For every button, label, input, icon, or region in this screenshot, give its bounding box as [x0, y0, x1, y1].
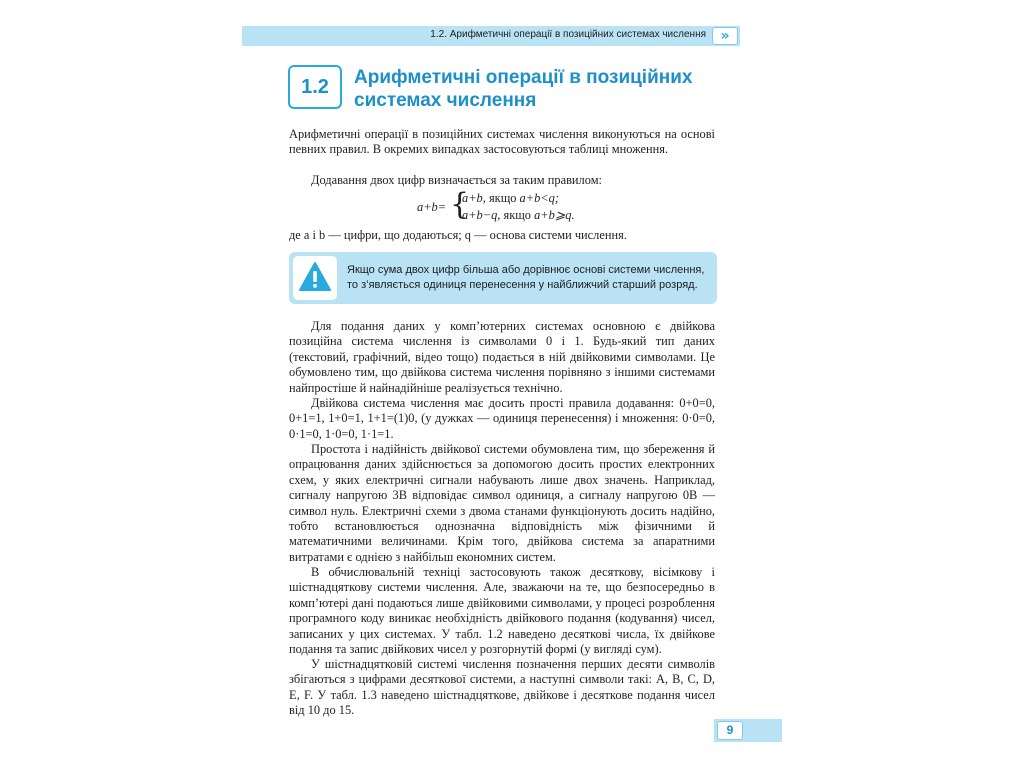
formula-case-1-cond: a+b<q;: [519, 191, 559, 205]
warning-text-line-1: Якщо сума двох цифр більша або дорівнює основі системи числення,: [347, 264, 705, 276]
formula-case-1-expr: a+b,: [462, 191, 486, 205]
double-chevron-right-icon[interactable]: »: [712, 27, 738, 45]
formula-case-1-word: якщо: [488, 191, 517, 205]
section-title: [354, 66, 724, 112]
paragraph-other-systems: В обчислювальній техніці застосовують також десяткову, вісімкову і шістнадцяткову системи числення. Але, зважаючи на те, що безпосередньо в комп’ютері дані подаються лише двійковими символами, у процесі розроблення програмного коду виникає необхідність двійкового подання (кодування) чисел, записаних у цих системах. У табл. 1.2 наведено десяткові числа, їх двійкове подання та запис двійкових чисел у розгорнутій формі (у вигляді сум).: [289, 565, 715, 657]
formula-case-1: [462, 191, 559, 206]
warning-callout: [289, 252, 717, 304]
running-title: 1.2. Арифметичні операції в позиційних системах числення: [430, 29, 706, 40]
formula-case-2-word: якщо: [503, 208, 531, 222]
formula-case-2-expr: a+b−q,: [462, 208, 501, 222]
paragraph-binary-system: Для подання даних у комп’ютерних системах основною є двійкова позиційна система числення із символами 0 і 1. Будь-який тип даних (текстовий, графічний, відео тощо) подається в ній двійковими символами. Це обумовлено тим, що двійкова система числення порівняно з іншими системами найпростіше й найнадійніше реалізується технічно.: [289, 319, 715, 395]
warning-text-line-2: то з’являється одиниця перенесення у найближчий старший розряд.: [347, 279, 698, 291]
section-title-line-2: системах числення: [354, 90, 537, 111]
formula-brace: {: [450, 187, 470, 222]
warning-icon-frame: [293, 256, 337, 300]
page-number: 9: [717, 721, 743, 740]
warning-triangle-icon: [298, 260, 332, 294]
warning-text: [347, 263, 711, 293]
running-header: [242, 26, 740, 46]
paragraph-addition-rule: Додавання двох цифр визначається за таким правилом:: [311, 173, 602, 187]
paragraph-binary-rules: Двійкова система числення має досить прості правила додавання: 0+0=0, 0+1=1, 1+0=1, 1+1=(1)0, (у дужках — одиниця перенесення) і множення: 0·0=0, 0·1=0, 1·0=0, 1·1=1.: [289, 396, 715, 441]
paragraph-variables: де a і b — цифри, що додаються; q — основа системи числення.: [289, 228, 627, 242]
page-footer: [714, 719, 782, 742]
paragraph-hexadecimal: У шістнадцятковій системі числення позначення перших десяти символів збігаються з цифрами десяткової системи, а наступні символи такі: A, B, C, D, E, F. У табл. 1.3 наведено шістнадцяткове, двійкове і десяткове подання чисел від 10 до 15.: [289, 657, 715, 718]
formula-case-2-cond: a+b⩾q.: [534, 208, 575, 222]
paragraph-reliability: Простота і надійність двійкової системи обумовлена тим, що збереження й опрацювання даних здійснюється за допомогою досить простих електронних схем, у яких електричні сигнали набувають лише двох значень. Наприклад, сигналу напругою 3В відповідає символ одиниця, а сигналу напругою 0В — символ нуль. Електричні схеми з двома станами функціонують досить надійно, тобто встановлюється однозначна відповідність між фізичними й математичними величинами. Крім того, двійкова система за апаратними витратами є однією з найбільш економних систем.: [289, 442, 715, 564]
section-number-badge: 1.2: [288, 65, 342, 109]
formula-lhs: a+b=: [417, 200, 447, 214]
paragraph-intro: Арифметичні операції в позиційних системах числення виконуються на основі певних правил. В окремих випадках застосовуються таблиці множення.: [289, 127, 715, 157]
section-title-line-1: Арифметичні операції в позиційних: [354, 67, 693, 88]
formula-case-2: [462, 207, 575, 223]
